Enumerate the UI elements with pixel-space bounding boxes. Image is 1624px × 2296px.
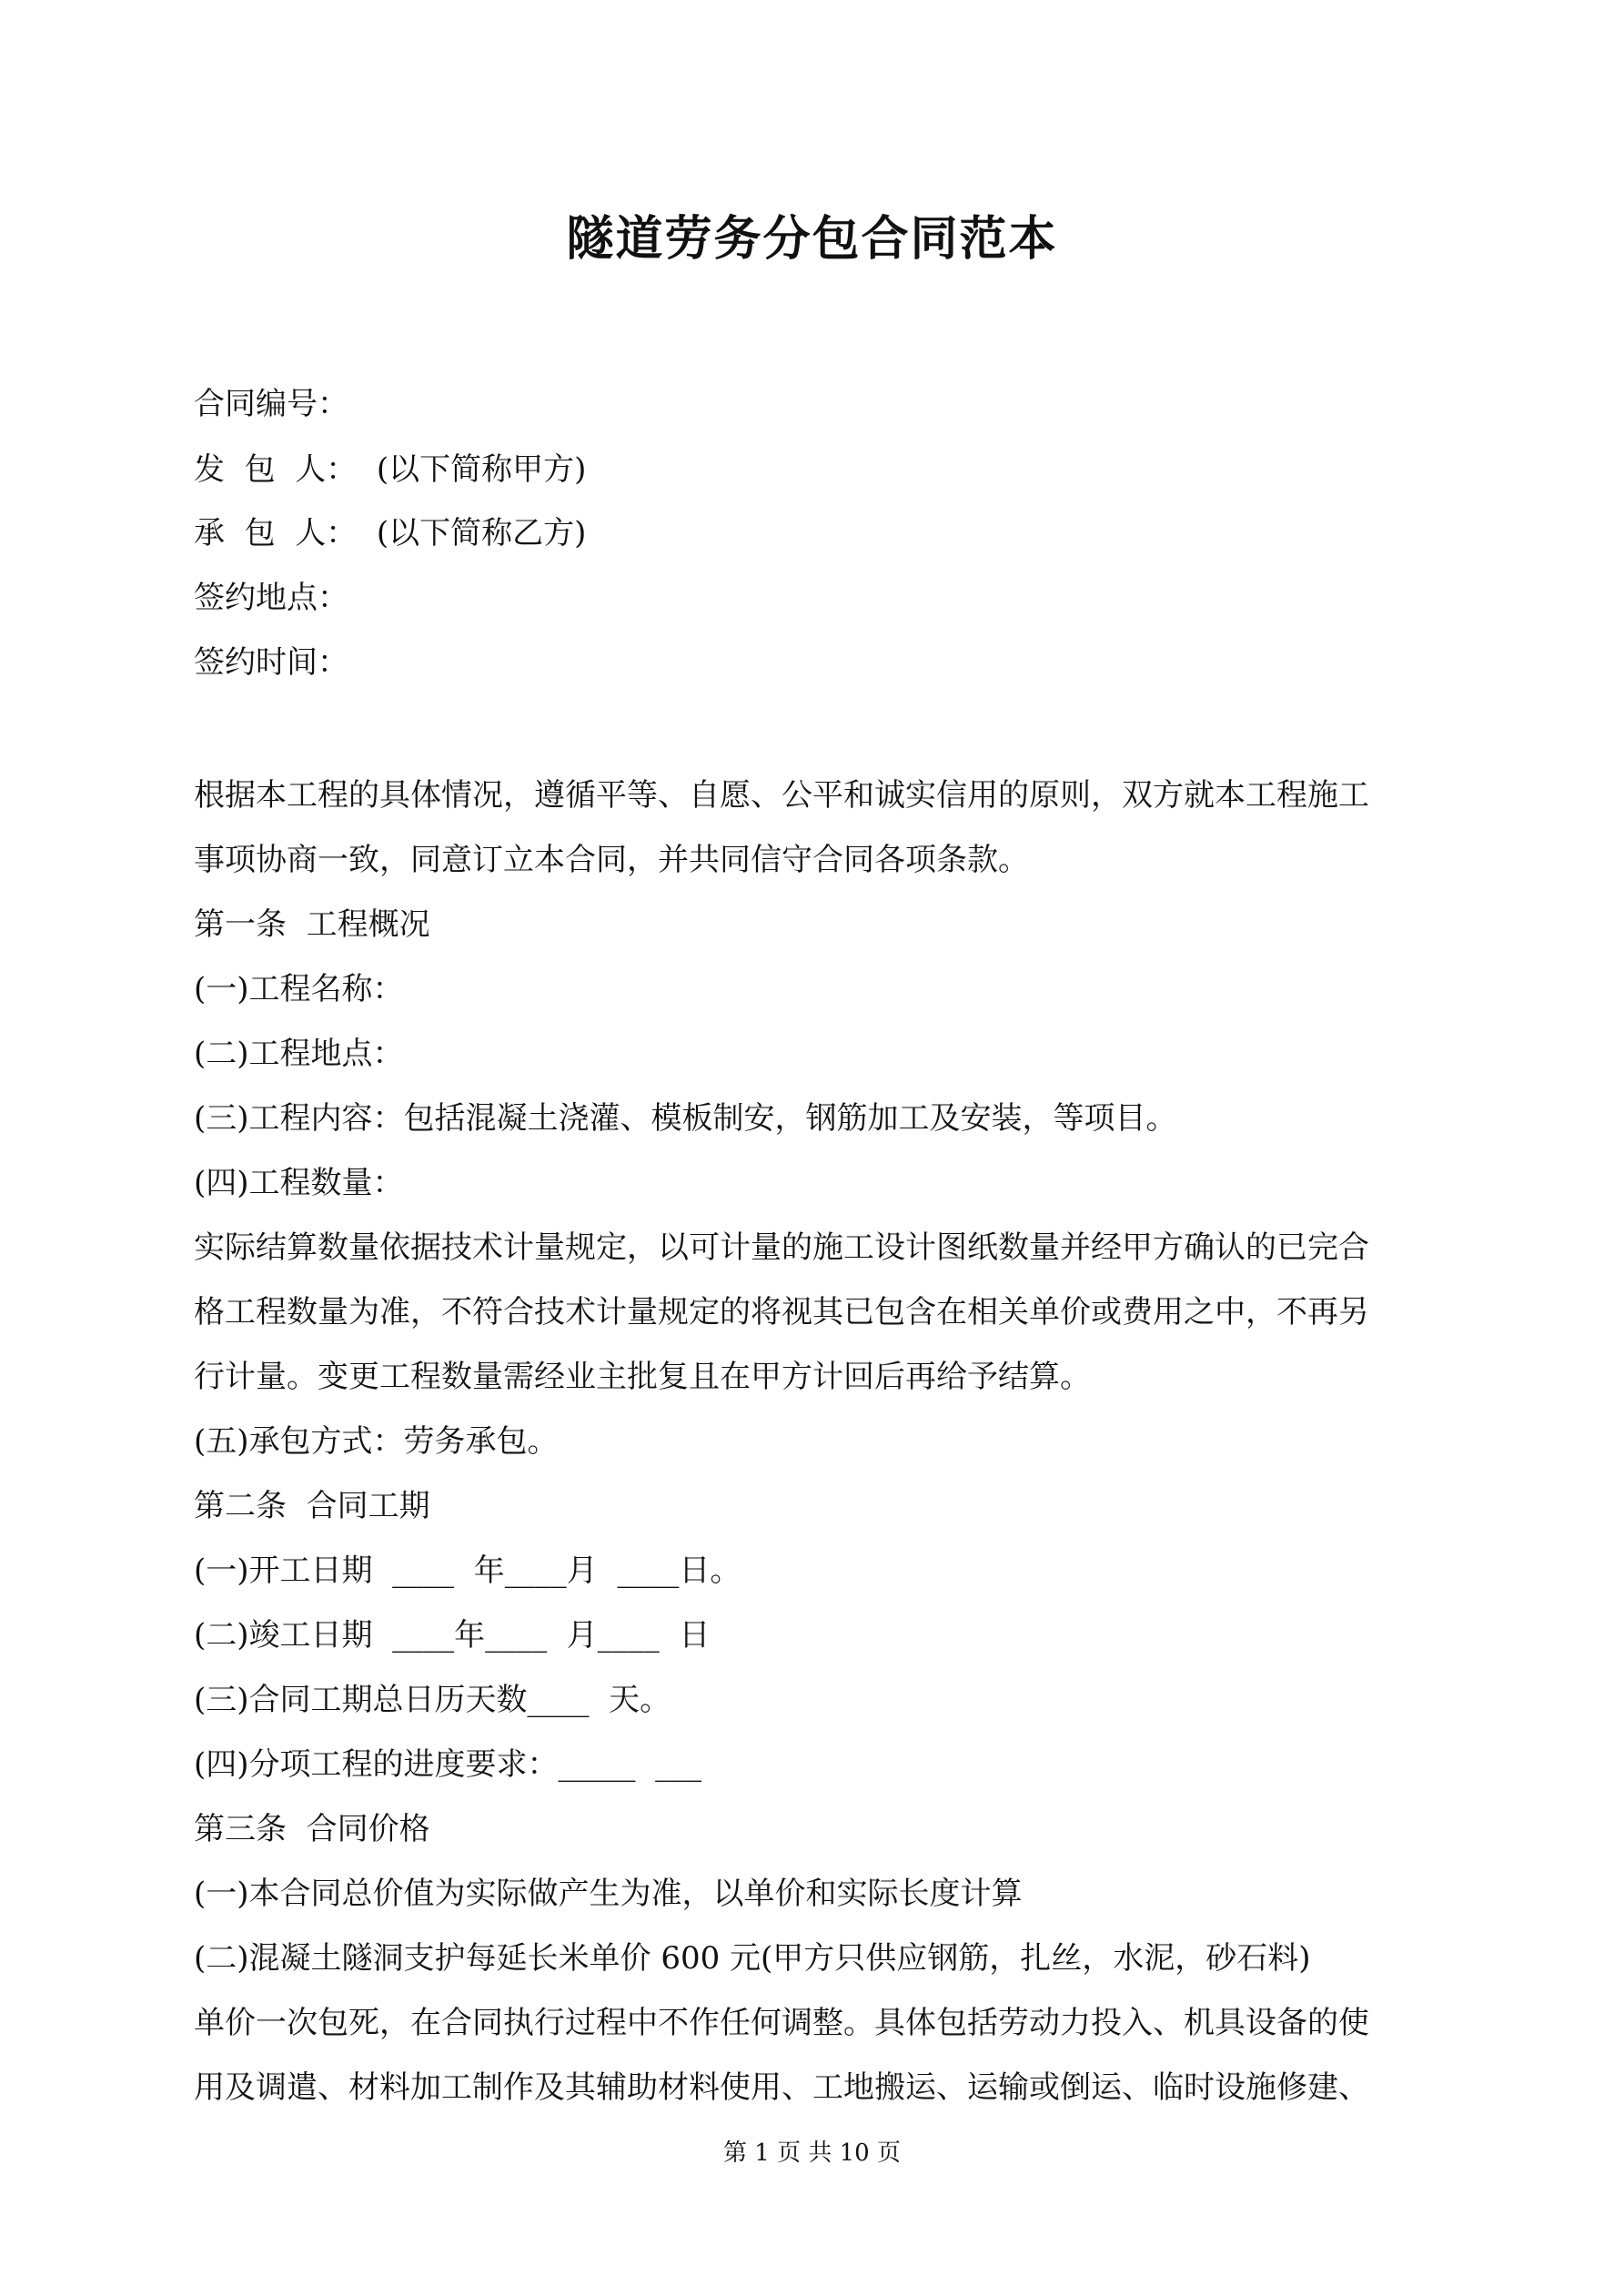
field-contractor: 承 包 人： (以下简称乙方) — [194, 515, 587, 551]
body-line: 事项协商一致，同意订立本合同，并共同信守合同各项条款。 — [194, 842, 1029, 878]
field-signing-place: 签约地点： — [194, 580, 348, 616]
document-title: 隧道劳务分包合同范本 — [566, 211, 1058, 267]
body-line: (四)分项工程的进度要求：_____ ___ — [194, 1746, 702, 1783]
body-line: (二)工程地点： — [194, 1036, 404, 1072]
body-line: (一)开工日期 ____ 年____月 ____日。 — [194, 1553, 741, 1589]
body-line: 用及调遣、材料加工制作及其辅助材料使用、工地搬运、运输或倒运、临时设施修建、 — [194, 2069, 1369, 2106]
article-heading: 第三条 合同价格 — [194, 1811, 430, 1847]
body-line: 根据本工程的具体情况，遵循平等、自愿、公平和诚实信用的原则，双方就本工程施工 — [194, 777, 1369, 814]
body-line: (一)本合同总价值为实际做产生为准，以单价和实际长度计算 — [194, 1876, 1023, 1912]
field-employer: 发 包 人： (以下简称甲方) — [194, 451, 587, 488]
field-contract-number: 合同编号： — [194, 386, 348, 422]
article-heading: 第一条 工程概况 — [194, 906, 430, 943]
article-heading: 第二条 合同工期 — [194, 1488, 430, 1524]
body-line: (一)工程名称： — [194, 971, 404, 1007]
body-line: (五)承包方式：劳务承包。 — [194, 1423, 559, 1460]
body-line: 实际结算数量依据技术计量规定，以可计量的施工设计图纸数量并经甲方确认的已完合 — [194, 1229, 1369, 1266]
body-line: 格工程数量为准，不符合技术计量规定的将视其已包含在相关单价或费用之中，不再另 — [194, 1294, 1369, 1330]
body-line: (二)混凝土隧洞支护每延长米单价 600 元(甲方只供应钢筋，扎丝，水泥，砂石料) — [194, 1940, 1311, 1977]
body-line: (三)合同工期总日历天数____ 天。 — [194, 1682, 671, 1718]
page-footer: 第 1 页 共 10 页 — [723, 2139, 901, 2167]
field-signing-time: 签约时间： — [194, 644, 348, 681]
body-line: (三)工程内容：包括混凝土浇灌、模板制安，钢筋加工及安装，等项目。 — [194, 1100, 1177, 1137]
body-line: (四)工程数量： — [194, 1165, 404, 1201]
body-line: 单价一次包死，在合同执行过程中不作任何调整。具体包括劳动力投入、机具设备的使 — [194, 2005, 1369, 2041]
body-line: 行计量。变更工程数量需经业主批复且在甲方计回后再给予结算。 — [194, 1359, 1091, 1395]
body-line: (二)竣工日期 ____年____ 月____ 日 — [194, 1617, 711, 1654]
